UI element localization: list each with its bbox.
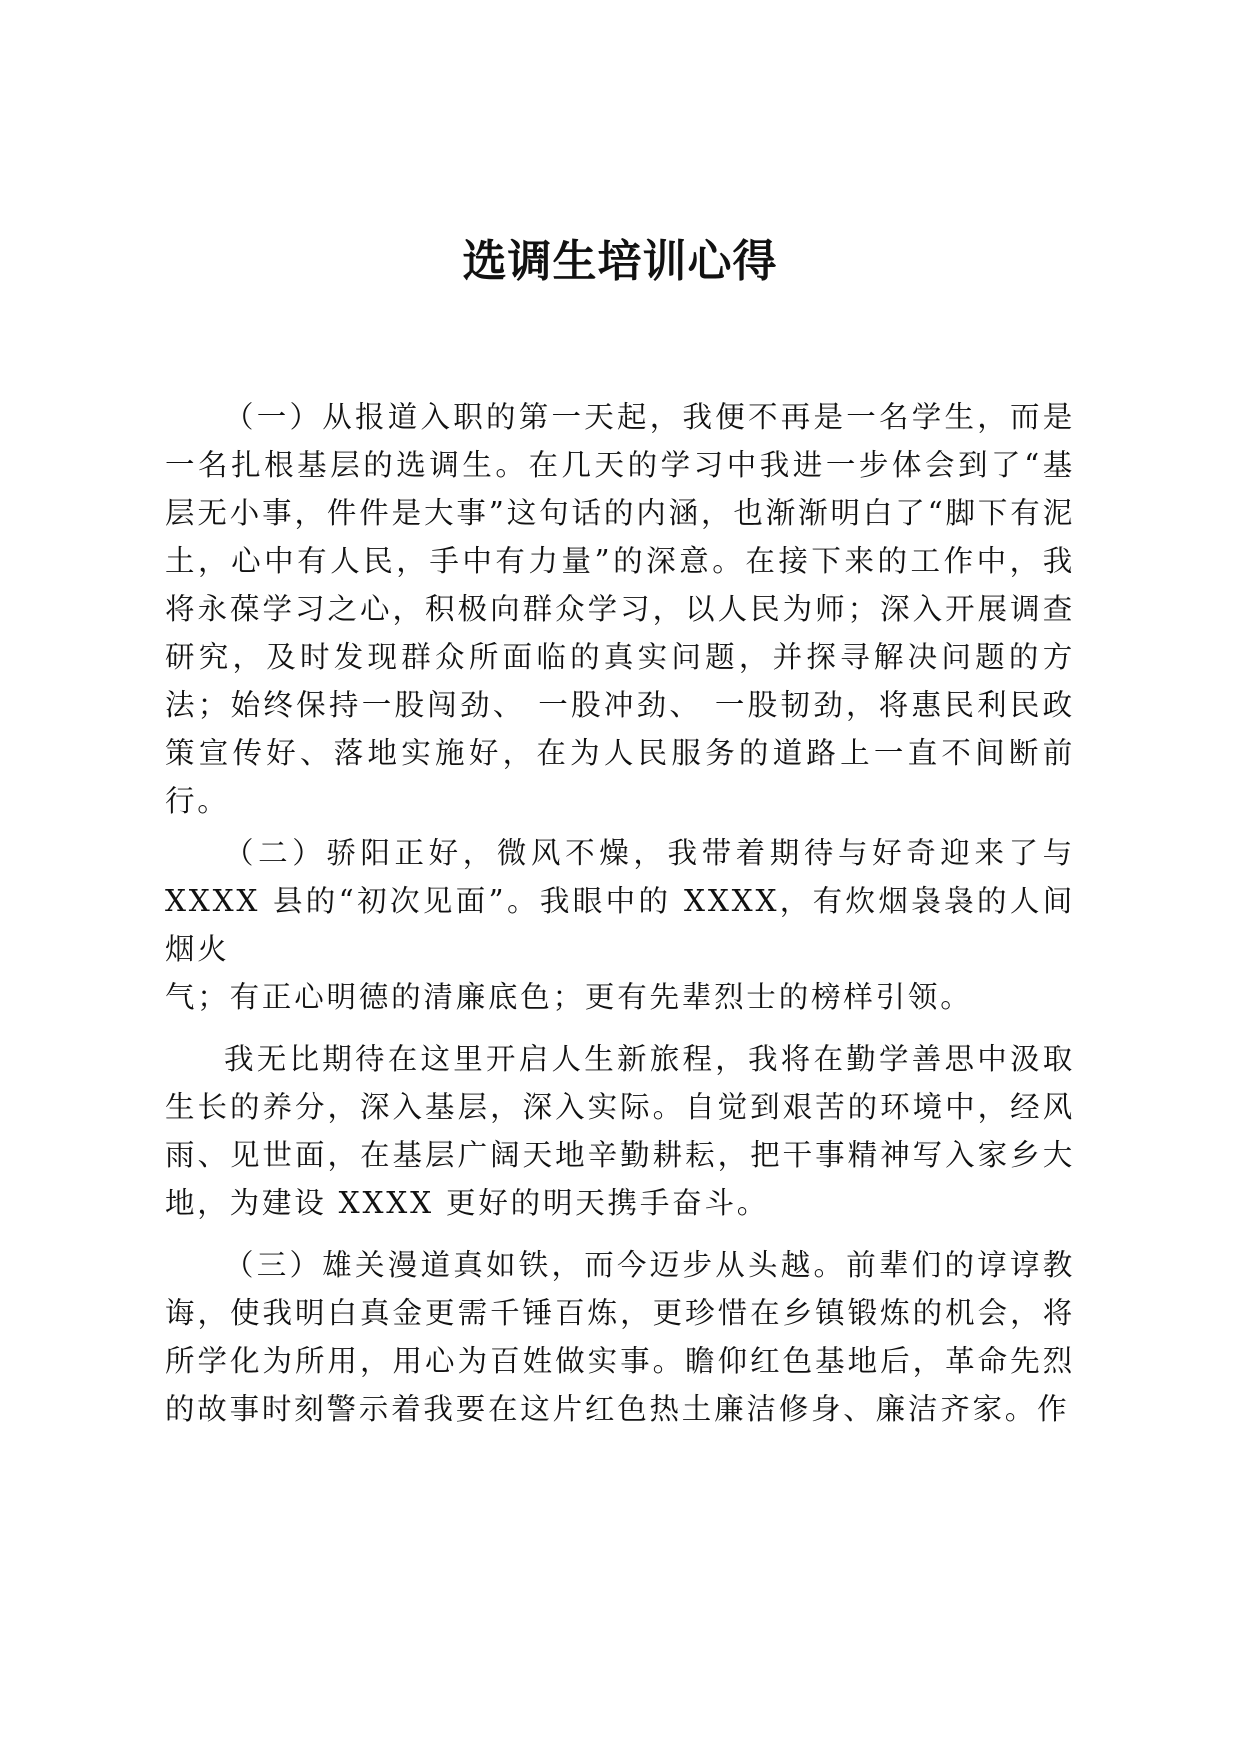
paragraph-4: （三）雄关漫道真如铁，而今迈步从头越。前辈们的谆谆教诲，使我明白真金更需千锤百炼，更珍惜在乡镇锻炼的机会，将所学化为所用，用心为百姓做实事。瞻仰红色基地后，革命先烈的故事时刻警示着我要在这片红色热土廉洁修身、廉洁齐家。作 xyxy=(165,1248,1075,1426)
paragraph-1: （一）从报道入职的第一天起，我便不再是一名学生，而是一名扎根基层的选调生。在几天的学习中我进一步体会到了“基层无小事，件件是大事”这句话的内涵，也渐渐明白了“脚下有泥土，心中有人民，手中有力量”的深意。在接下来的工作中，我将永葆学习之心，积极向群众学习，以人民为师；深入开展调查研究，及时发现群众所面临的真实问题，并探寻解决问题的方法；始终保持一股闯劲、 一股冲劲、 一股韧劲，将惠民利民政策宣传好、落地实施好，在为人民服务的道路上一直不间断前行。 xyxy=(165,400,1075,818)
paragraph-2-continuation: 气；有正心明德的清廉底色；更有先辈烈士的榜样引领。 xyxy=(165,980,973,1014)
document-body xyxy=(165,393,1075,1433)
paragraph-3: 我无比期待在这里开启人生新旅程，我将在勤学善思中汲取生长的养分，深入基层，深入实际。自觉到艰苦的环境中，经风雨、见世面，在基层广阔天地辛勤耕耘，把干事精神写入家乡大地，为建设 XXXX 更好的明天携手奋斗。 xyxy=(165,1042,1075,1220)
paragraph-2: （二）骄阳正好，微风不燥，我带着期待与好奇迎来了与 XXXX 县的“初次见面”。我眼中的 XXXX，有炊烟袅袅的人间烟火 xyxy=(165,836,1075,966)
document-title: 选调生培训心得 xyxy=(462,236,778,287)
